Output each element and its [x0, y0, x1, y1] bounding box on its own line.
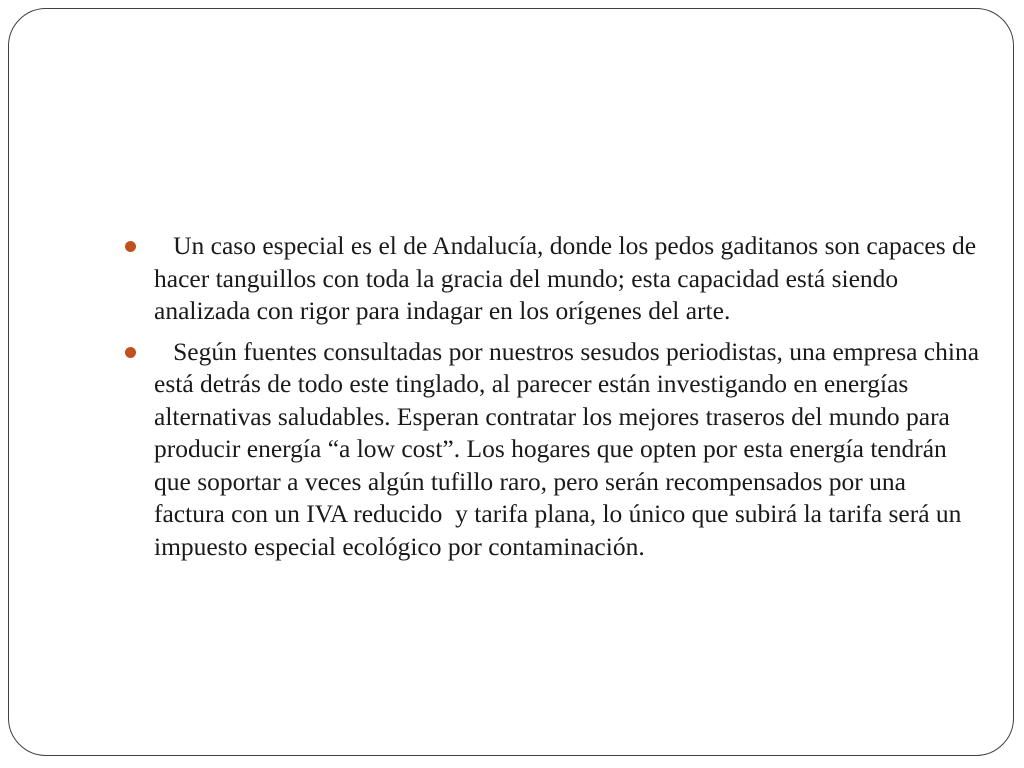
bullet-list: [121, 230, 986, 563]
slide-content: [121, 230, 986, 571]
bullet-text-1: Un caso especial es el de Andalucía, donde los pedos gaditanos son capaces de hacer tanguillos con toda la gracia del mundo; esta capacidad está siendo analizada con rigor para indagar en los orígenes del arte.: [154, 231, 983, 325]
bullet-item-2: [121, 336, 986, 564]
bullet-dot-icon: [125, 347, 136, 358]
bullet-dot-icon: [125, 241, 136, 252]
bullet-item-1: [121, 230, 981, 328]
bullet-text-2: Según fuentes consultadas por nuestros sesudos periodistas, una empresa china está detrás de todo este tinglado, al parecer están investigando en energías alternativas saludables. Esperan contratar los mejores traseros del mundo para producir energía “a low cost”. Los hogares que opten por esta energía tendrán que soportar a veces algún tufillo raro, pero serán recompensados por una factura con un IVA reducido y tarifa plana, lo único que subirá la tarifa será un impuesto especial ecológico por contaminación.: [154, 336, 986, 561]
slide-frame: [8, 8, 1014, 756]
